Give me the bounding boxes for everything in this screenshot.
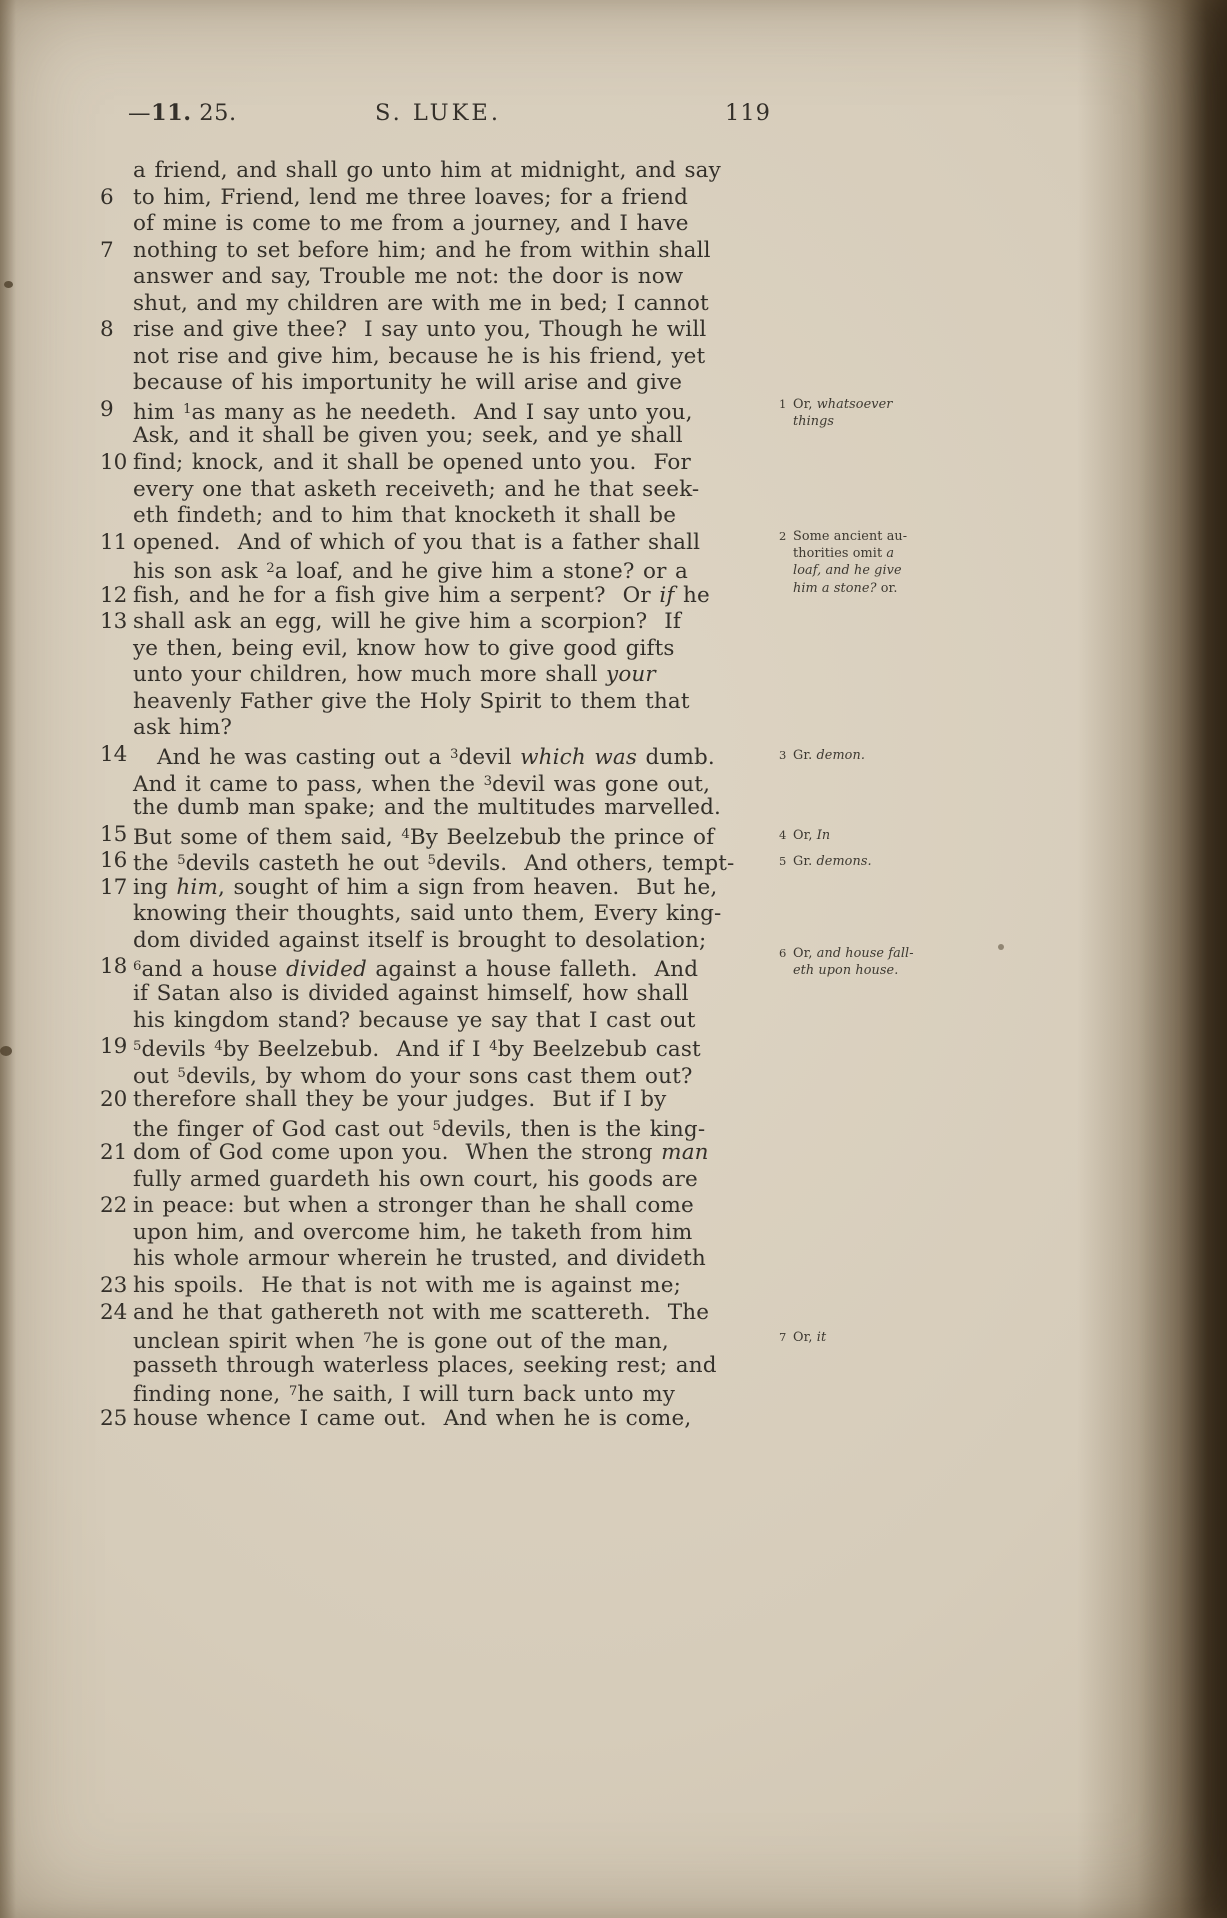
verse-text: And it came to pass, when the $^3$devil was gone out, — [133, 771, 711, 797]
verse-number — [100, 503, 133, 530]
text-line — [100, 662, 790, 689]
verse-number — [100, 795, 133, 822]
verse-text: his whole armour wherein he trusted, and divideth — [133, 1246, 706, 1272]
scripture-text-block — [100, 158, 790, 1432]
verse-text: passeth through waterless places, seeking rest; and — [133, 1352, 717, 1378]
text-line — [100, 291, 790, 318]
verse-number — [100, 1167, 133, 1194]
paper-speck — [998, 944, 1004, 950]
verse-text: nothing to set before him; and he from within shall — [133, 237, 711, 263]
margin-note — [779, 945, 914, 979]
verse-text: ye then, being evil, know how to give good gifts — [133, 635, 675, 661]
text-line — [100, 981, 790, 1008]
verse-number — [100, 211, 133, 238]
verse-number: 23 — [100, 1272, 128, 1298]
verse-number: 25 — [100, 1405, 128, 1431]
text-line — [100, 901, 790, 928]
text-line — [100, 1326, 790, 1353]
verse-text: to him, Friend, lend me three loaves; for a friend — [133, 184, 689, 210]
verse-number: 12 — [100, 582, 128, 608]
verse-number — [100, 370, 133, 397]
verse-number: 16 — [100, 848, 128, 874]
note-text: Or, In — [793, 828, 831, 843]
margin-note — [779, 747, 865, 764]
verse-text: And he was casting out a $^3$devil which was dumb. — [157, 745, 715, 771]
verse-number — [100, 1114, 133, 1141]
verse-number: 17 — [100, 874, 128, 900]
text-line — [100, 795, 790, 822]
verse-number — [100, 662, 133, 689]
text-line — [100, 848, 790, 875]
verse-number — [100, 1379, 133, 1406]
verse-number — [100, 423, 133, 450]
verse-number: 22 — [100, 1193, 128, 1219]
verse-text: unto your children, how much more shall your — [133, 662, 656, 688]
verse-text: the dumb man spake; and the multitudes marvelled. — [133, 795, 722, 821]
verse-text: find; knock, and it shall be opened unto you. For — [133, 450, 691, 476]
verse-number: 11 — [100, 529, 128, 555]
note-number: 4 — [779, 828, 787, 842]
note-number: 6 — [779, 946, 787, 960]
text-line — [100, 1379, 790, 1406]
text-line — [100, 211, 790, 238]
verse-number: 20 — [100, 1087, 128, 1113]
margin-note — [779, 528, 907, 597]
verse-text: Ask, and it shall be given you; seek, and ye shall — [133, 423, 683, 449]
verse-text: not rise and give him, because he is his friend, yet — [133, 343, 706, 369]
text-line — [100, 1193, 790, 1220]
text-line — [100, 238, 790, 265]
verse-number — [100, 1008, 133, 1035]
margin-notes — [779, 0, 944, 1918]
verse-number — [100, 1353, 133, 1380]
text-line — [100, 1140, 790, 1167]
verse-text: eth findeth; and to him that knocketh it shall be — [133, 503, 677, 529]
header-chapter-ref: —11. 25. — [128, 100, 237, 126]
verse-text: upon him, and overcome him, he taketh from him — [133, 1219, 693, 1245]
margin-note — [779, 853, 872, 870]
verse-text: $^6$and a house divided against a house falleth. And — [133, 957, 699, 983]
note-number: 2 — [779, 529, 787, 543]
text-line — [100, 1246, 790, 1273]
verse-number — [100, 981, 133, 1008]
verse-number: 21 — [100, 1140, 128, 1166]
verse-number — [100, 769, 133, 796]
verse-number — [100, 291, 133, 318]
text-line — [100, 875, 790, 902]
text-line — [100, 822, 790, 849]
verse-text: fish, and he for a fish give him a serpent? Or if he — [133, 582, 710, 608]
text-line — [100, 370, 790, 397]
verse-text: rise and give thee? I say unto you, Though he will — [133, 317, 707, 343]
verse-text: house whence I came out. And when he is come, — [133, 1405, 692, 1431]
verse-text: answer and say, Trouble me not: the door is now — [133, 264, 684, 290]
verse-text: and he that gathereth not with me scattereth. The — [133, 1299, 710, 1325]
verse-text: $^5$devils $^4$by Beelzebub. And if I $^4$by Beelzebub cast — [133, 1037, 701, 1063]
verse-number — [100, 344, 133, 371]
text-line — [100, 158, 790, 185]
verse-number — [100, 689, 133, 716]
margin-note — [779, 396, 892, 430]
verse-text: shut, and my children are with me in bed; I cannot — [133, 290, 709, 316]
text-line — [100, 423, 790, 450]
verse-number: 19 — [100, 1034, 128, 1060]
paper-speck — [4, 281, 13, 288]
verse-text: in peace: but when a stronger than he shall come — [133, 1193, 694, 1219]
text-line — [100, 1273, 790, 1300]
verse-number: 13 — [100, 609, 128, 635]
margin-note — [779, 827, 830, 844]
text-line — [100, 742, 790, 769]
verse-number: 14 — [100, 742, 128, 768]
verse-text: knowing their thoughts, said unto them, Every king- — [133, 901, 722, 927]
text-line — [100, 264, 790, 291]
verse-number — [100, 477, 133, 504]
verse-number — [100, 1246, 133, 1273]
verse-number: 24 — [100, 1299, 128, 1325]
text-line — [100, 397, 790, 424]
text-line — [100, 1061, 790, 1088]
verse-text: out $^5$devils, by whom do your sons cast them out? — [133, 1063, 693, 1089]
text-line — [100, 344, 790, 371]
verse-text: his kingdom stand? because ye say that I cast out — [133, 1007, 696, 1033]
verse-text: every one that asketh receiveth; and he that seek- — [133, 476, 700, 502]
text-line — [100, 583, 790, 610]
verse-text: finding none, $^7$he saith, I will turn back unto my — [133, 1382, 676, 1408]
text-line — [100, 477, 790, 504]
verse-text: of mine is come to me from a journey, and I have — [133, 211, 689, 237]
verse-text: fully armed guardeth his own court, his goods are — [133, 1166, 698, 1192]
text-line — [100, 1087, 790, 1114]
verse-number — [100, 1061, 133, 1088]
verse-number — [100, 636, 133, 663]
note-text: Or, whatsoever things — [793, 397, 893, 430]
text-line — [100, 530, 790, 557]
verse-number — [100, 901, 133, 928]
verse-text: opened. And of which of you that is a father shall — [133, 529, 701, 555]
header-page-number: 119 — [725, 100, 771, 126]
verse-number: 7 — [100, 237, 114, 263]
verse-number — [100, 556, 133, 583]
verse-number — [100, 1326, 133, 1353]
text-line — [100, 636, 790, 663]
verse-number — [100, 928, 133, 955]
verse-text: heavenly Father give the Holy Spirit to them that — [133, 688, 690, 714]
text-line — [100, 1034, 790, 1061]
verse-number: 9 — [100, 396, 114, 422]
note-number: 3 — [779, 748, 787, 762]
note-text: Or, and house fall- eth upon house. — [793, 946, 914, 979]
text-line — [100, 1300, 790, 1327]
verse-number: 18 — [100, 954, 128, 980]
verse-text: therefore shall they be your judges. But if I by — [133, 1087, 667, 1113]
text-line — [100, 689, 790, 716]
verse-number — [100, 158, 133, 185]
verse-number — [100, 264, 133, 291]
text-line — [100, 954, 790, 981]
text-line — [100, 185, 790, 212]
book-edge-shadow — [1077, 0, 1227, 1918]
verse-text: the $^5$devils casteth he out $^5$devils. And others, tempt- — [133, 851, 735, 877]
verse-number: 8 — [100, 317, 114, 343]
note-number: 5 — [779, 854, 787, 868]
text-line — [100, 1406, 790, 1433]
verse-number: 10 — [100, 450, 128, 476]
text-line — [100, 556, 790, 583]
note-number: 1 — [779, 397, 787, 411]
text-line — [100, 1114, 790, 1141]
verse-number: 15 — [100, 821, 128, 847]
verse-text: him $^1$as many as he needeth. And I say unto you, — [133, 399, 693, 425]
verse-text: unclean spirit when $^7$he is gone out of the man, — [133, 1329, 669, 1355]
verse-text: ask him? — [133, 715, 233, 741]
running-header — [103, 100, 773, 130]
note-text: Gr. demon. — [793, 748, 865, 763]
text-line — [100, 609, 790, 636]
text-line — [100, 450, 790, 477]
text-line — [100, 928, 790, 955]
note-text: Or, it — [793, 1330, 827, 1345]
note-number: 7 — [779, 1330, 787, 1344]
header-book-title: S. LUKE. — [375, 100, 501, 126]
verse-text: his spoils. He that is not with me is against me; — [133, 1272, 681, 1298]
verse-number — [100, 715, 133, 742]
verse-text: dom of God come upon you. When the strong man — [133, 1140, 709, 1166]
text-line — [100, 715, 790, 742]
verse-text: his son ask $^2$a loaf, and he give him a stone? or a — [133, 559, 688, 585]
text-line — [100, 1008, 790, 1035]
verse-text: ing him, sought of him a sign from heaven. But he, — [133, 874, 718, 900]
text-line — [100, 317, 790, 344]
verse-text: But some of them said, $^4$By Beelzebub the prince of — [133, 824, 715, 850]
text-line — [100, 1167, 790, 1194]
text-line — [100, 769, 790, 796]
text-line — [100, 1353, 790, 1380]
text-line — [100, 1220, 790, 1247]
margin-note — [779, 1329, 826, 1346]
verse-text: shall ask an egg, will he give him a scorpion? If — [133, 609, 681, 635]
verse-text: dom divided against itself is brought to desolation; — [133, 927, 707, 953]
verse-text: a friend, and shall go unto him at midnight, and say — [133, 158, 721, 183]
text-line — [100, 503, 790, 530]
verse-number: 6 — [100, 184, 114, 210]
verse-text: because of his importunity he will arise and give — [133, 370, 683, 396]
verse-number — [100, 1220, 133, 1247]
note-text: Some ancient au- thorities omit a loaf, and he give him a stone? or. — [793, 529, 908, 596]
verse-text: if Satan also is divided against himself, how shall — [133, 980, 689, 1006]
verse-text: the finger of God cast out $^5$devils, then is the king- — [133, 1116, 706, 1142]
paper-speck — [0, 1046, 12, 1056]
note-text: Gr. demons. — [793, 854, 872, 869]
